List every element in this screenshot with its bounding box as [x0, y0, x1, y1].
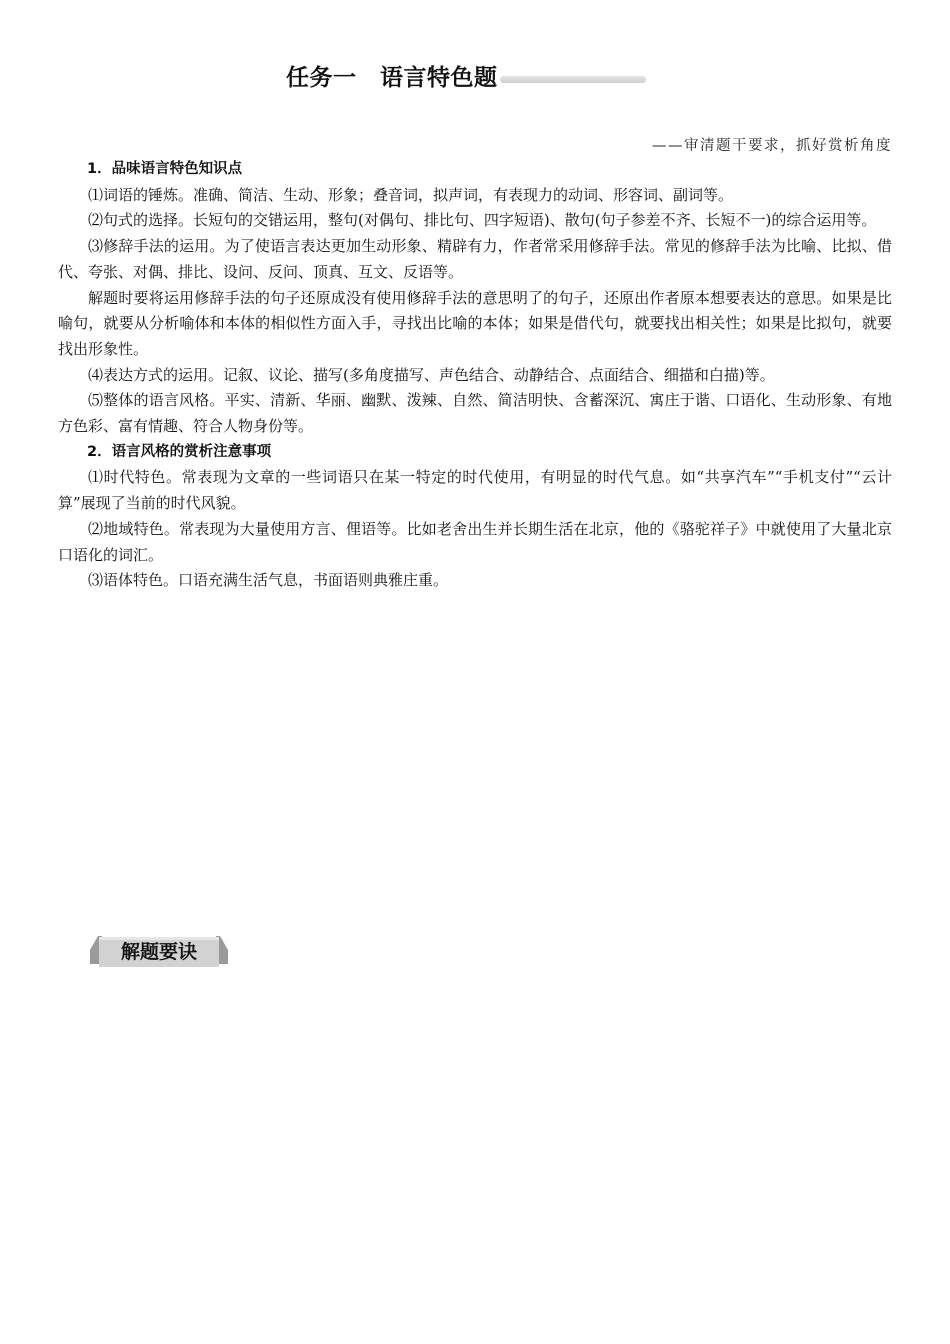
paragraph: ⑸整体的语言风格。平实、清新、华丽、幽默、泼辣、自然、简洁明快、含蓄深沉、寓庄于谐、口语化、生动形象、有地方色彩、富有情趣、符合人物身份等。: [58, 391, 892, 436]
page-subtitle: ——审清题干要求，抓好赏析角度: [652, 138, 892, 154]
title-decoration-bar: [500, 76, 646, 83]
paragraph: ⑴词语的锤炼。准确、简洁、生动、形象；叠音词，拟声词，有表现力的动词、形容词、副词等。: [88, 185, 734, 204]
tip-label: 解题要诀: [120, 941, 197, 963]
paragraph: ⑵句式的选择。长短句的交错运用，整句(对偶句、排比句、四字短语)、散句(句子参差不齐、长短不一)的综合运用等。: [88, 211, 877, 230]
tip-tag: [90, 934, 228, 970]
paragraph: 解题时要将运用修辞手法的句子还原成没有使用修辞手法的意思明了的句子，还原出作者原本想要表达的意思。如果是比喻句，就要从分析喻体和本体的相似性方面入手，寻找出比喻的本体；如果是借代句，就要找出相关性；如果是比拟句，就要找出形象性。: [58, 288, 892, 358]
section-heading: 2．语言风格的赏析注意事项: [87, 443, 272, 460]
title-block: [286, 58, 646, 92]
paragraph: ⑷表达方式的运用。记叙、议论、描写(多角度描写、声色结合、动静结合、点面结合、细描和白描)等。: [88, 365, 775, 384]
paragraph: ⑶修辞手法的运用。为了使语言表达更加生动形象、精辟有力，作者常采用修辞手法。常见的修辞手法为比喻、比拟、借代、夸张、对偶、排比、设问、反问、顶真、互文、反语等。: [58, 237, 892, 281]
paragraph: ⑵地域特色。常表现为大量使用方言、俚语等。比如老舍出生并长期生活在北京，他的《骆驼祥子》中就使用了大量北京口语化的词汇。: [58, 519, 892, 564]
content-body: [58, 157, 892, 594]
section-heading: 1．品味语言特色知识点: [87, 161, 243, 177]
paragraph: ⑶语体特色。口语充满生活气息，书面语则典雅庄重。: [88, 571, 449, 590]
page-title: 任务一 语言特色题: [286, 64, 498, 91]
paragraph: ⑴时代特色。常表现为文章的一些词语只在某一特定的时代使用，有明显的时代气息。如“共享汽车”“手机支付”“云计算”展现了当前的时代风貌。: [58, 468, 892, 513]
